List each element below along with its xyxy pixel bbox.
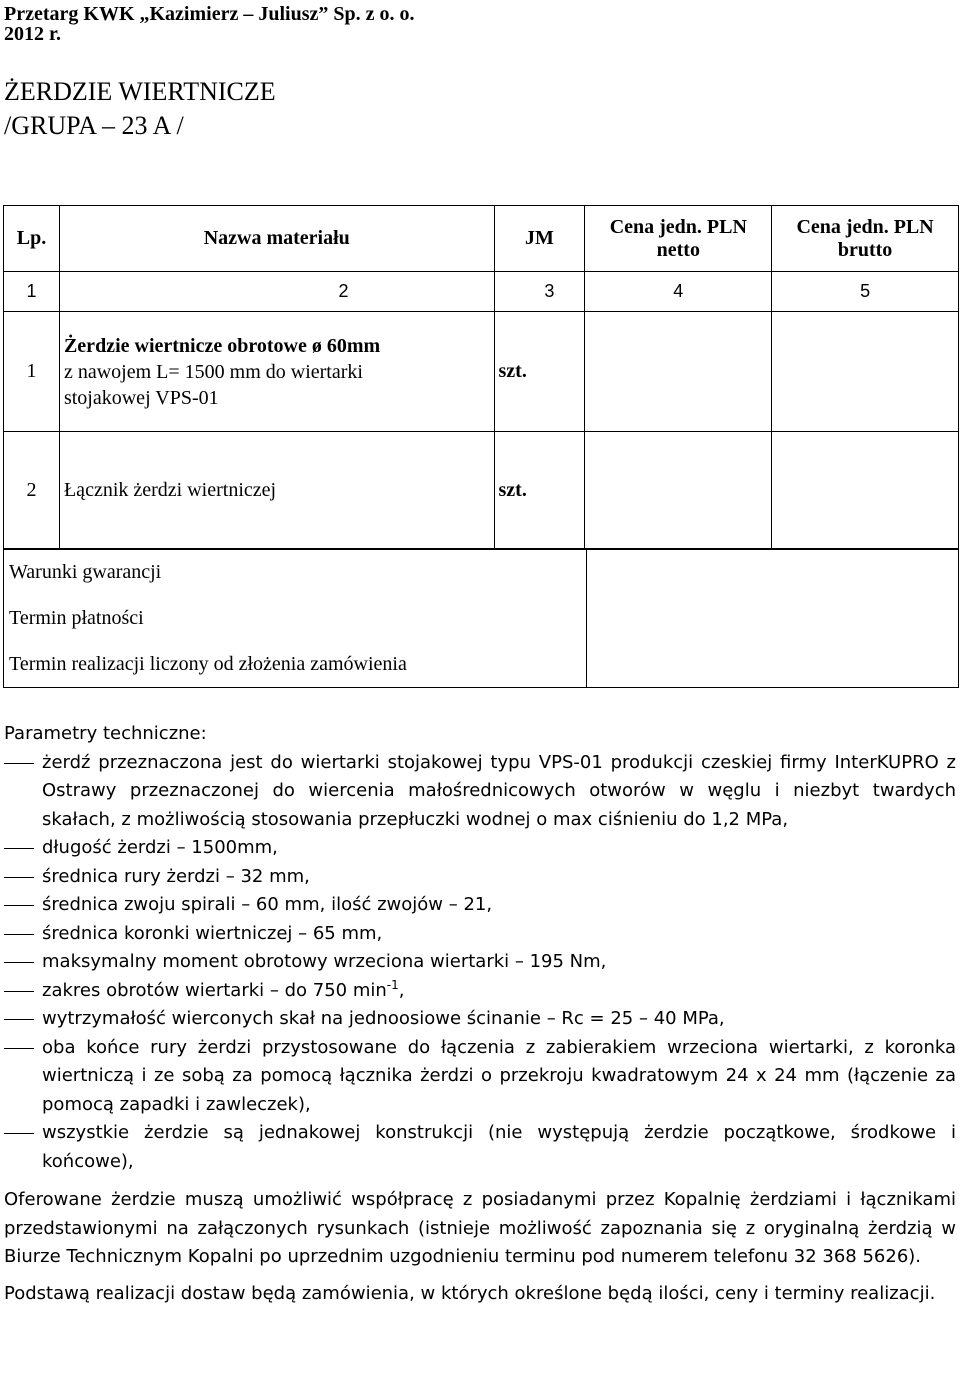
row-price-netto bbox=[585, 432, 772, 550]
table-header-row bbox=[4, 206, 959, 272]
terms-table bbox=[3, 548, 959, 688]
list-item: średnica koronki wiertniczej – 65 mm, bbox=[4, 920, 956, 949]
row-price-brutto bbox=[772, 312, 959, 432]
column-numbers-row bbox=[4, 272, 959, 312]
list-item: żerdź przeznaczona jest do wiertarki stojakowej typu VPS-01 produkcji czeskiej firmy InterKUPRO z Ostrawy przeznaczonej do wiercenia małośrednicowych otworów w węglu i niezbyt twardych skałach, z możliwością stosowania przepłuczki wodnej o max ciśnieniu do 1,2 MPa, bbox=[4, 749, 956, 835]
list-item: wszystkie żerdzie są jednakowej konstrukcji (nie występują żerdzie początkowe, środkowe i końcowe), bbox=[4, 1119, 956, 1176]
list-item: średnica zwoju spirali – 60 mm, ilość zwojów – 21, bbox=[4, 891, 956, 920]
col-number: 4 bbox=[585, 272, 772, 312]
list-item: oba końce rury żerdzi przystosowane do łączenia z zabierakiem wrzeciona wiertarki, z koronka wiertniczą i ze sobą za pomocą łącznika żerdzi o przekroju kwadratowym 24 x 24 mm (łączenie za pomocą zapadki i zawleczek), bbox=[4, 1034, 956, 1120]
list-item: wytrzymałość wierconych skał na jednoosiowe ścinanie – Rc = 25 – 40 MPa, bbox=[4, 1005, 956, 1034]
header-price-brutto: Cena jedn. PLN brutto bbox=[772, 206, 959, 272]
row-price-netto bbox=[585, 312, 772, 432]
header-jm: JM bbox=[494, 206, 585, 272]
header-year: 2012 r. bbox=[4, 23, 62, 45]
header-price-netto: Cena jedn. PLN netto bbox=[585, 206, 772, 272]
col-number: 3 bbox=[494, 272, 585, 312]
technical-parameters bbox=[4, 720, 956, 1308]
terms-labels bbox=[4, 549, 587, 688]
col-number: 1 bbox=[4, 272, 60, 312]
col-number: 2 bbox=[59, 272, 494, 312]
col-number: 5 bbox=[772, 272, 959, 312]
list-item: średnica rury żerdzi – 32 mm, bbox=[4, 863, 956, 892]
header-tender-name: Przetarg KWK „Kazimierz – Juliusz” Sp. z o. o. bbox=[4, 3, 415, 25]
document-title: ŻERDZIE WIERTNICZE bbox=[4, 77, 276, 106]
delivery-term-label: Termin realizacji liczony od złożenia zamówienia bbox=[9, 653, 407, 675]
materials-table bbox=[3, 205, 959, 550]
list-item: maksymalny moment obrotowy wrzeciona wiertarki – 195 Nm, bbox=[4, 948, 956, 977]
parameters-list bbox=[4, 749, 956, 1177]
list-item: długość żerdzi – 1500mm, bbox=[4, 834, 956, 863]
list-item: zakres obrotów wiertarki – do 750 $\min^{-1}$, bbox=[4, 977, 956, 1006]
row-jm: szt. bbox=[494, 432, 585, 550]
delivery-basis-paragraph: Podstawą realizacji dostaw będą zamówienia, w których określone będą ilości, ceny i terminy realizacji. bbox=[4, 1282, 936, 1304]
table-row bbox=[4, 432, 959, 550]
row-name: Żerdzie wiertnicze obrotowe ø 60mm z nawojem L= 1500 mm do wiertarki stojakowej VPS-01 bbox=[59, 312, 494, 432]
document-group: /GRUPA – 23 A / bbox=[4, 111, 184, 140]
row-name: Łącznik żerdzi wiertniczej bbox=[59, 432, 494, 550]
terms-values bbox=[587, 549, 959, 688]
row-price-brutto bbox=[772, 432, 959, 550]
warranty-label: Warunki gwarancji bbox=[9, 561, 162, 583]
payment-term-label: Termin płatności bbox=[9, 607, 144, 629]
header-lp: Lp. bbox=[4, 206, 60, 272]
row-lp: 1 bbox=[4, 312, 60, 432]
parameters-heading: Parametry techniczne: bbox=[4, 723, 207, 744]
row-lp: 2 bbox=[4, 432, 60, 550]
table-row bbox=[4, 312, 959, 432]
header-name: Nazwa materiału bbox=[59, 206, 494, 272]
compatibility-paragraph: Oferowane żerdzie muszą umożliwić współpracę z posiadanymi przez Kopalnię żerdziami i łącznikami przedstawionymi na załączonych rysunkach (istnieje możliwość zapoznania się z oryginalną żerdzią w Biurze Technicznym Kopalni po uprzednim uzgodnieniu terminu pod numerem telefonu 32 368 5626). bbox=[4, 1189, 956, 1267]
row-jm: szt. bbox=[494, 312, 585, 432]
